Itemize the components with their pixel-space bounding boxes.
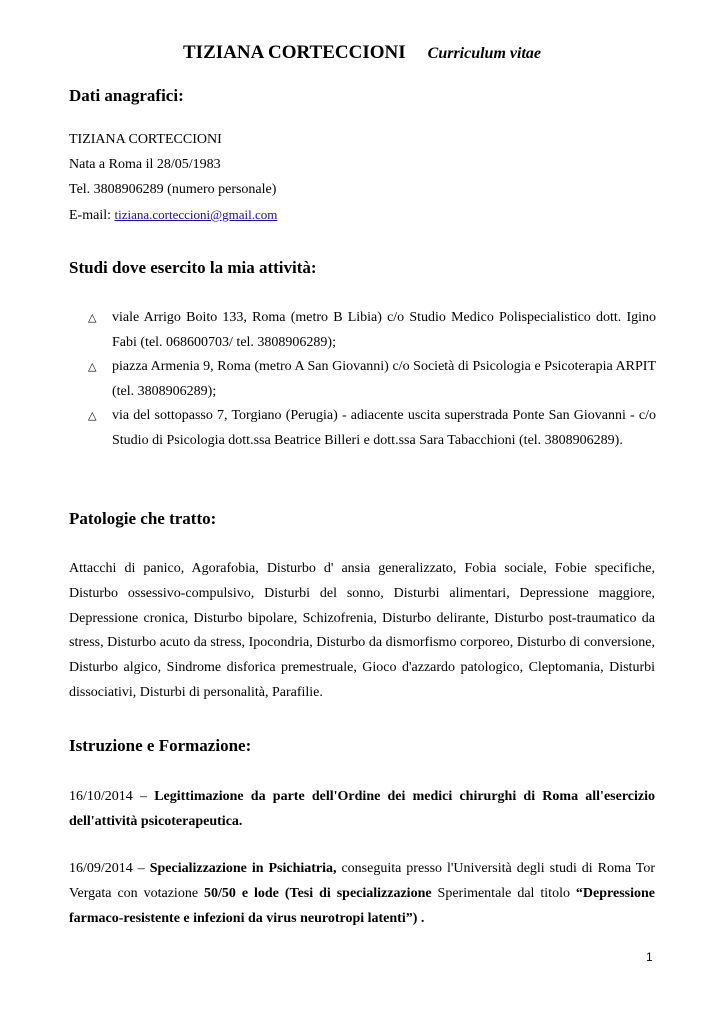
list-item: △ piazza Armenia 9, Roma (metro A San Giovanni) c/o Società di Psicologia e Psicoterapia ARPIT (tel. 3808906289); (88, 355, 656, 404)
entry-title: Legittimazione da parte dell'Ordine dei medici chirurghi di Roma all'esercizio dell'attività psicoterapeutica. (69, 789, 655, 829)
email-row (69, 206, 277, 225)
education-entry-1 (69, 785, 655, 835)
heading-patologie: Patologie che tratto: (69, 509, 217, 528)
list-item: △ via del sottopasso 7, Torgiano (Perugia) - adiacente uscita superstrada Ponte San Giovanni - c/o Studio di Psicologia dott.ssa Beatrice Billeri e dott.ssa Sara Tabacchioni (tel. 3808906289). (88, 404, 656, 453)
birth-info: Nata a Roma il 28/05/1983 (69, 157, 221, 172)
entry-title: Specializzazione in Psichiatria, (149, 861, 337, 876)
page-number: 1 (646, 950, 653, 964)
entry-date: 16/09/2014 – (69, 861, 145, 876)
title-name: TIZIANA CORTECCIONI (183, 42, 406, 63)
heading-studi: Studi dove esercito la mia attività: (69, 258, 317, 277)
triangle-bullet-icon: △ (88, 311, 97, 324)
heading-istruzione: Istruzione e Formazione: (69, 736, 252, 755)
list-item: △ viale Arrigo Boito 133, Roma (metro B Libia) c/o Studio Medico Polispecialistico dott. Igino Fabi (tel. 068600703/ tel. 3808906289); (88, 306, 656, 355)
patologie-text: Attacchi di panico, Agorafobia, Disturbo d' ansia generalizzato, Fobia sociale, Fobie specifiche, Disturbo ossessivo-compulsivo, Disturbi del sonno, Disturbi alimentari, Depressione maggiore, Depressione cronica, Disturbo bipolare, Schizofrenia, Disturbo delirante, Disturbo post-traumatico da stress, Disturbo acuto da stress, Ipocondria, Disturbo da dismorfismo corporeo, Disturbo di conversione, Disturbo algico, Sindrome disforica premestruale, Gioco d'azzardo patologico, Cleptomania, Disturbi dissociativi, Disturbi di personalità, Parafilie. (69, 561, 655, 700)
heading-dati-anagrafici: Dati anagrafici: (69, 86, 184, 105)
title-subtitle: Curriculum vitae (427, 45, 541, 62)
education-entry-2: 16/09/2014 – Specializzazione in Psichiatria, conseguita presso l'Università degli studi di Roma Tor Vergata con votazione 50/50 e lode (Tesi di specializzazione Sperimentale dal titolo “Depressione farmaco-resistente e infezioni da virus neurotropi latenti”) . (69, 861, 656, 926)
personal-name: TIZIANA CORTECCIONI (69, 132, 222, 147)
triangle-bullet-icon: △ (88, 409, 97, 422)
phone-info: Tel. 3808906289 (numero personale) (69, 182, 277, 197)
email-label: E-mail: (69, 208, 111, 223)
entry-date: 16/10/2014 – (69, 789, 147, 804)
entry-grade: 50/50 e lode (204, 885, 279, 901)
thesis-title: “Depressione farmaco-resistente e infezioni da virus neurotropi latenti” (69, 885, 655, 926)
studio-list (88, 306, 656, 453)
triangle-bullet-icon: △ (88, 360, 97, 373)
document-title (0, 42, 724, 64)
email-link[interactable]: tiziana.corteccioni@gmail.com (114, 207, 278, 222)
